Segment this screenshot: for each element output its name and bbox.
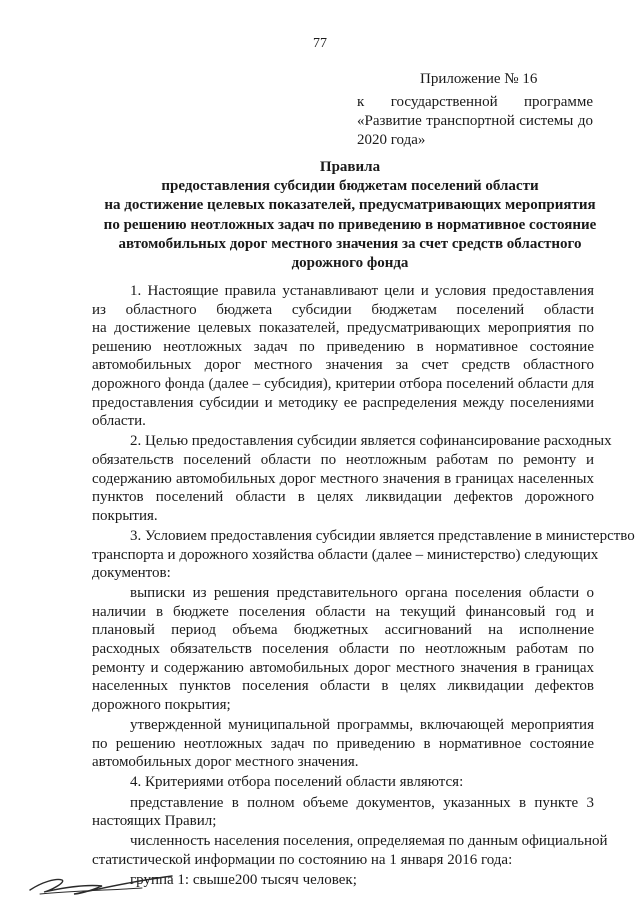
appendix-line: «Развитие транспортной системы до [357, 113, 593, 129]
paragraph-line: из областного бюджета субсидии бюджетам поселений области [92, 301, 594, 318]
paragraph-line: выписки из решения представительного органа поселения области о [130, 585, 594, 602]
title-line: на достижение целевых показателей, предусматривающих мероприятия [104, 197, 596, 214]
appendix-reference [357, 93, 593, 150]
paragraph-line: дорожного фонда (далее – субсидия), критерии отбора поселений области для [92, 375, 594, 392]
paragraph-line: 2. Целью предоставления субсидии является софинансирование расходных [130, 433, 612, 450]
appendix-line: 2020 года» [357, 132, 426, 148]
paragraph [92, 584, 594, 714]
paragraph-line: 1. Настоящие правила устанавливают цели и условия предоставления [130, 283, 594, 299]
paragraph-line: 3. Условием предоставления субсидии является представление в министерство [130, 527, 635, 544]
paragraph-line: настоящих Правил; [92, 813, 217, 830]
page-number: 77 [313, 36, 327, 51]
paragraph-line: ремонту и содержанию автомобильных дорог местного значения в границах [92, 659, 594, 676]
paragraph-line: обязательств поселений области по неотложным работам по ремонту и [92, 451, 594, 468]
paragraph-line: покрытия. [92, 507, 158, 524]
paragraph [92, 794, 594, 831]
paragraph-line: представление в полном объеме документов, указанных в пункте 3 [130, 794, 594, 811]
handwritten-signature [22, 864, 192, 900]
paragraph-line: наличии в бюджете поселения области на текущий финансовый год и [92, 603, 594, 620]
title-line: Правила [319, 159, 381, 175]
paragraph-line: содержанию автомобильных дорог местного значения в границах населенных [92, 470, 594, 487]
paragraph-line: транспорта и дорожного хозяйства области (далее – министерство) следующих [92, 546, 599, 563]
paragraph-line: решению неотложных задач по приведению в нормативное состояние [92, 338, 594, 355]
paragraph-line: предоставления субсидии и методику ее распределения между поселениями [92, 394, 594, 411]
paragraph-line: на достижение целевых показателей, предусматривающих мероприятия по [92, 320, 594, 337]
paragraph-line: 4. Критериями отбора поселений области являются: [130, 774, 464, 791]
paragraph-line: статистической информации по состоянию на 1 января 2016 года: [92, 851, 513, 868]
paragraph-line: по решению неотложных задач по приведению в нормативное состояние [92, 735, 594, 752]
paragraph-line: группа 1: свыше200 тысяч человек; [130, 872, 357, 889]
paragraph-line: документов: [92, 565, 171, 582]
paragraph [92, 282, 594, 431]
document-title [80, 158, 620, 273]
paragraph [92, 527, 635, 583]
paragraph [92, 432, 612, 525]
title-line: автомобильных дорог местного значения за счет средств областного [118, 235, 582, 252]
paragraph-line: расходных обязательств поселения области по неотложным работам по [92, 641, 594, 658]
document-body [92, 282, 635, 891]
paragraph [92, 716, 594, 772]
paragraph-line: населенных пунктов поселения области в целях ликвидации дефектов [92, 678, 594, 695]
paragraph-line: пунктов поселений области в целях ликвидации дефектов дорожного [92, 489, 594, 506]
paragraph-line: автомобильных дорог местного значения. [92, 754, 359, 771]
paragraph-line: автомобильных дорог местного значения за счет средств областного [92, 357, 594, 374]
paragraph [92, 773, 594, 792]
title-line: дорожного фонда [291, 255, 409, 272]
paragraph-line: области. [92, 413, 146, 430]
title-line: по решению неотложных задач по приведению в нормативное состояние [103, 216, 597, 233]
appendix-title: Приложение № 16 [420, 71, 538, 87]
paragraph-line: дорожного покрытия; [92, 696, 231, 713]
title-line: предоставления субсидии бюджетам поселений области [161, 178, 539, 195]
appendix-line: к государственной программе [357, 94, 593, 110]
paragraph-line: плановый период объема бюджетных ассигнований на исполнение [92, 622, 594, 639]
paragraph-line: численность населения поселения, определяемая по данным официальной [130, 833, 608, 850]
paragraph-line: утвержденной муниципальной программы, включающей мероприятия [130, 717, 594, 734]
